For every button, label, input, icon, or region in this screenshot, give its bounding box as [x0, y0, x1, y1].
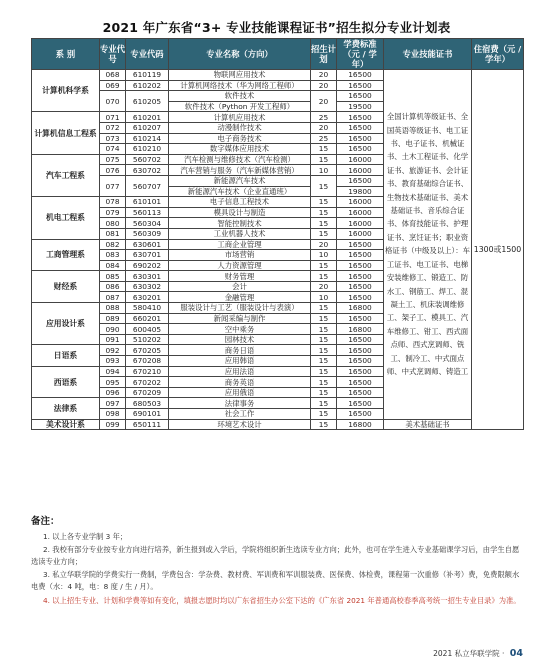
cell-major: 新能源汽车技术: [169, 175, 311, 186]
cell-code: 630301: [126, 271, 169, 282]
cell-major: 电子信息工程技术: [169, 197, 311, 208]
cell-plan: 20: [311, 281, 337, 292]
cell-code: 610201: [126, 112, 169, 123]
cell-no: 085: [100, 271, 126, 282]
note-item: 2. 我校有部分专业按专业方向进行培养，新生报到或入学后，学院将组织新生选读专业方向；此外，也可在学生进入专业基础课学习后，由学生自愿选读专业方向；: [31, 545, 520, 566]
cell-fee: 16000: [337, 197, 384, 208]
cell-fee: 16500: [337, 313, 384, 324]
cell-code: 560309: [126, 228, 169, 239]
dept-name: 法律系: [32, 398, 100, 419]
cell-no: 097: [100, 398, 126, 409]
cell-plan: 15: [311, 387, 337, 398]
certificates-cell: 全国计算机等级证书、全国英语等级证书、电工证书、电子证书、机械证书、土木工程证书、化学证书、旅游证书、会计证书、教育基础综合证书、生物技术基础证书、美术基础证书、音乐综合证书、体育技能证书、护理证书、烹饪证书；职业资格证书（中级及以上）：车工证书、电工证书、电梯安装维修工、锻造工、防水工、钢筋工、焊工、混凝土工、机床装调维修工、架子工、模具工、汽车维修工、钳工、西式面点师、西式烹调师、铣工、制冷工、中式面点师、中式烹调师、铸造工: [384, 70, 472, 420]
note-item: 3. 私立华联学院的学费实行一费制，学费包含：学杂费、教材费、军训费和军训服装费、医保费、体检费，课程第一次重修（补考）费，免费限额水电费（水：4 吨，电：8 度 / 生 / 月）。: [31, 570, 520, 591]
cell-no: 094: [100, 366, 126, 377]
cell-code: 660201: [126, 313, 169, 324]
cell-major: 服装设计与工艺（服装设计与表演）: [169, 303, 311, 314]
cell-major: 数字媒体应用技术: [169, 144, 311, 155]
cell-code: 510202: [126, 334, 169, 345]
note-item-highlight: 4. 以上招生专业、计划和学费等如有变化，填报志愿时均以广东省招生办公室下达的《广东省 2021 年普通高校春季高考统一招生专业目录》为准。: [43, 595, 521, 605]
dept-name: 计算机信息工程系: [32, 112, 100, 154]
cell-plan: 25: [311, 112, 337, 123]
header-dept: 系 别: [32, 39, 100, 70]
cell-code: 610210: [126, 144, 169, 155]
cell-plan: 15: [311, 271, 337, 282]
cell-fee: 16800: [337, 303, 384, 314]
enrollment-plan-table: [31, 38, 524, 430]
cell-plan: 15: [311, 377, 337, 388]
cell-code: 560702: [126, 154, 169, 165]
cell-fee: 19500: [337, 101, 384, 112]
cell-plan: 15: [311, 366, 337, 377]
cell-fee: 16500: [337, 70, 384, 81]
page-footer: [433, 648, 523, 659]
cell-plan: 15: [311, 356, 337, 367]
notes: [31, 516, 523, 608]
cell-no: 088: [100, 303, 126, 314]
cell-plan: 10: [311, 165, 337, 176]
cell-code: 630302: [126, 281, 169, 292]
table-row: [32, 70, 524, 81]
cell-fee: 16500: [337, 387, 384, 398]
cell-fee: 16000: [337, 207, 384, 218]
cell-plan: 15: [311, 303, 337, 314]
cell-no: 069: [100, 80, 126, 91]
page-number: 04: [509, 648, 523, 659]
cell-plan: 20: [311, 91, 337, 112]
cell-plan: 20: [311, 239, 337, 250]
cell-plan: 15: [311, 154, 337, 165]
cell-fee: 16800: [337, 419, 384, 430]
footer-text: 2021 私立华联学院 ·: [433, 649, 507, 658]
cell-major: 社会工作: [169, 409, 311, 420]
dept-name: 汽车工程系: [32, 154, 100, 196]
cell-plan: 20: [311, 70, 337, 81]
cell-major: 软件技术（Python 开发工程师）: [169, 101, 311, 112]
notes-title: 备注：: [31, 516, 60, 527]
cell-code: 630702: [126, 165, 169, 176]
cell-major: 智能控制技术: [169, 218, 311, 229]
cell-major: 金融管理: [169, 292, 311, 303]
cell-fee: 16500: [337, 366, 384, 377]
cell-no: 092: [100, 345, 126, 356]
cell-no: 087: [100, 292, 126, 303]
cell-no: 073: [100, 133, 126, 144]
cell-no: 095: [100, 377, 126, 388]
cell-major: 商务英语: [169, 377, 311, 388]
cell-code: 610119: [126, 70, 169, 81]
header-cert: 专业技能证书: [384, 39, 472, 70]
cell-no: 086: [100, 281, 126, 292]
cell-plan: 15: [311, 334, 337, 345]
cell-fee: 16500: [337, 292, 384, 303]
cell-fee: 16500: [337, 80, 384, 91]
cell-no: 096: [100, 387, 126, 398]
cell-code: 670210: [126, 366, 169, 377]
cell-no: 082: [100, 239, 126, 250]
cell-no: 072: [100, 122, 126, 133]
cell-major: 园林技术: [169, 334, 311, 345]
cell-plan: 20: [311, 80, 337, 91]
cell-no: 091: [100, 334, 126, 345]
cell-fee: 16500: [337, 260, 384, 271]
cell-major: 新能源汽车技术（企业直通班）: [169, 186, 311, 197]
cell-major: 会计: [169, 281, 311, 292]
cell-fee: 16500: [337, 334, 384, 345]
cell-no: 071: [100, 112, 126, 123]
cell-no: 070: [100, 91, 126, 112]
cell-fee: 16500: [337, 377, 384, 388]
cell-fee: 16500: [337, 122, 384, 133]
cell-major: 软件技术: [169, 91, 311, 102]
cell-code: 560707: [126, 175, 169, 196]
cell-plan: 20: [311, 122, 337, 133]
cell-code: 630701: [126, 250, 169, 261]
cell-code: 610101: [126, 197, 169, 208]
cell-fee: 16500: [337, 239, 384, 250]
cell-plan: 15: [311, 324, 337, 335]
cell-code: 670209: [126, 387, 169, 398]
cell-major: 计算机网络技术（华为网络工程师）: [169, 80, 311, 91]
cell-code: 560304: [126, 218, 169, 229]
dept-name: 日语系: [32, 345, 100, 366]
cell-code: 630201: [126, 292, 169, 303]
cell-major: 应用俄语: [169, 387, 311, 398]
cell-no: 098: [100, 409, 126, 420]
cell-major: 电子商务技术: [169, 133, 311, 144]
page-title: 2021 年广东省“3+ 专业技能课程证书”招生拟分专业计划表: [102, 20, 451, 35]
cell-code: 690101: [126, 409, 169, 420]
cell-major: 市场营销: [169, 250, 311, 261]
cell-plan: 15: [311, 228, 337, 239]
cell-code: 690202: [126, 260, 169, 271]
cell-plan: 15: [311, 197, 337, 208]
cell-fee: 16000: [337, 228, 384, 239]
table-body: [32, 70, 524, 430]
cell-code: 630601: [126, 239, 169, 250]
cell-code: 610202: [126, 80, 169, 91]
cell-major: 应用法语: [169, 366, 311, 377]
dept-name: 计算机科学系: [32, 70, 100, 112]
cell-major: 工商企业管理: [169, 239, 311, 250]
cell-fee: 16500: [337, 133, 384, 144]
cell-fee: 16500: [337, 144, 384, 155]
cell-plan: 10: [311, 250, 337, 261]
cell-fee: 16500: [337, 409, 384, 420]
dept-name: 西语系: [32, 366, 100, 398]
cell-code: 610214: [126, 133, 169, 144]
cell-plan: 15: [311, 260, 337, 271]
cell-no: 089: [100, 313, 126, 324]
header-major: 专业名称（方向）: [169, 39, 311, 70]
cell-fee: 16500: [337, 250, 384, 261]
cell-fee: 16500: [337, 356, 384, 367]
cell-plan: 15: [311, 409, 337, 420]
cell-code: 680503: [126, 398, 169, 409]
cell-plan: 15: [311, 398, 337, 409]
cell-code: 610205: [126, 91, 169, 112]
cell-code: 670202: [126, 377, 169, 388]
cell-major: 模具设计与制造: [169, 207, 311, 218]
dorm-fee-cell: 1300或1500: [472, 70, 524, 430]
table-header-row: [32, 39, 524, 70]
cell-major: 环境艺术设计: [169, 419, 311, 430]
cell-plan: 15: [311, 313, 337, 324]
note-item: 1. 以上各专业学制 3 年；: [43, 531, 128, 541]
cell-fee: 16000: [337, 154, 384, 165]
cell-plan: 25: [311, 133, 337, 144]
cell-major: 汽车营销与服务（汽车新媒体营销）: [169, 165, 311, 176]
cell-code: 650111: [126, 419, 169, 430]
dept-name: 美术设计系: [32, 419, 100, 430]
cell-no: 068: [100, 70, 126, 81]
cell-plan: 15: [311, 218, 337, 229]
cell-major: 计算机应用技术: [169, 112, 311, 123]
cell-fee: 16500: [337, 281, 384, 292]
table-row: [32, 419, 524, 430]
art-certificate-cell: 美术基础证书: [384, 419, 472, 430]
dept-name: 应用设计系: [32, 303, 100, 345]
cell-major: 新闻采编与制作: [169, 313, 311, 324]
header-plan: 招生计划: [311, 39, 337, 70]
cell-no: 090: [100, 324, 126, 335]
cell-fee: 19800: [337, 186, 384, 197]
cell-fee: 16500: [337, 91, 384, 102]
cell-fee: 16000: [337, 218, 384, 229]
cell-no: 084: [100, 260, 126, 271]
cell-major: 汽车检测与维修技术（汽车检测）: [169, 154, 311, 165]
cell-no: 083: [100, 250, 126, 261]
cell-fee: 16000: [337, 165, 384, 176]
cell-plan: 15: [311, 345, 337, 356]
cell-plan: 15: [311, 175, 337, 196]
cell-fee: 16500: [337, 345, 384, 356]
cell-code: 580410: [126, 303, 169, 314]
cell-major: 人力资源管理: [169, 260, 311, 271]
dept-name: 工商管理系: [32, 239, 100, 271]
cell-fee: 16500: [337, 112, 384, 123]
cell-code: 600405: [126, 324, 169, 335]
cell-fee: 16500: [337, 175, 384, 186]
cell-major: 工业机器人技术: [169, 228, 311, 239]
cell-no: 076: [100, 165, 126, 176]
cell-plan: 10: [311, 292, 337, 303]
cell-plan: 15: [311, 207, 337, 218]
cell-major: 财务管理: [169, 271, 311, 282]
cell-code: 670208: [126, 356, 169, 367]
cell-plan: 15: [311, 144, 337, 155]
cell-major: 法律事务: [169, 398, 311, 409]
cell-fee: 16500: [337, 271, 384, 282]
cell-code: 670205: [126, 345, 169, 356]
cell-no: 077: [100, 175, 126, 196]
header-code: 专业代码: [126, 39, 169, 70]
dept-name: 财经系: [32, 271, 100, 303]
cell-no: 074: [100, 144, 126, 155]
header-no: 专业代号: [100, 39, 126, 70]
cell-major: 应用韩语: [169, 356, 311, 367]
cell-major: 商务日语: [169, 345, 311, 356]
cell-no: 093: [100, 356, 126, 367]
header-fee: 学费标准（元 / 学年）: [337, 39, 384, 70]
cell-fee: 16500: [337, 398, 384, 409]
dept-name: 机电工程系: [32, 197, 100, 239]
cell-major: 动漫制作技术: [169, 122, 311, 133]
cell-no: 078: [100, 197, 126, 208]
cell-no: 099: [100, 419, 126, 430]
cell-code: 610207: [126, 122, 169, 133]
cell-no: 079: [100, 207, 126, 218]
cell-no: 080: [100, 218, 126, 229]
header-dorm: 住宿费（元 / 学年）: [472, 39, 524, 70]
cell-fee: 16800: [337, 324, 384, 335]
cell-plan: 15: [311, 419, 337, 430]
cell-major: 物联网应用技术: [169, 70, 311, 81]
cell-no: 081: [100, 228, 126, 239]
cell-code: 560113: [126, 207, 169, 218]
cell-major: 空中乘务: [169, 324, 311, 335]
cell-no: 075: [100, 154, 126, 165]
